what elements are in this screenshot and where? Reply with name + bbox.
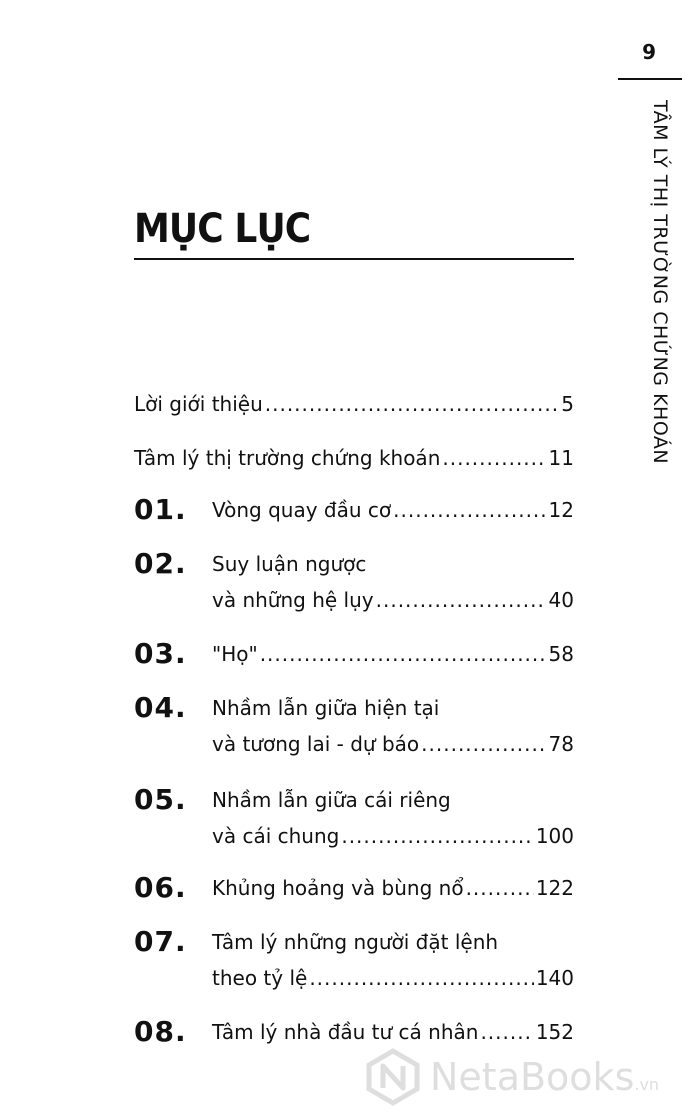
toc-page-number: 11: [548, 446, 574, 470]
toc-page-number: 5: [561, 392, 574, 416]
toc-entry-title: "Họ": [212, 642, 258, 666]
watermark-brand: NetaBooks: [430, 1055, 635, 1099]
toc-page-number: 140: [535, 966, 574, 990]
toc-entry-title: Suy luận ngược: [212, 552, 367, 576]
page-number: 9: [642, 40, 656, 64]
toc-leader-dots: [421, 726, 546, 762]
toc-entry-title-continued: và những hệ lụy: [212, 588, 374, 612]
toc-entry-title: Khủng hoảng và bùng nổ: [212, 876, 464, 900]
chapter-number: 07.: [134, 925, 187, 958]
toc-entry-title: Nhầm lẫn giữa cái riêng: [212, 788, 451, 812]
watermark: [364, 1048, 694, 1108]
toc-entry-title: Lời giới thiệu: [134, 392, 263, 416]
toc-leader-dots: [480, 1014, 533, 1050]
toc-page-number: 122: [535, 876, 574, 900]
running-title: TÂM LÝ THỊ TRƯỜNG CHỨNG KHOÁN: [649, 100, 671, 465]
toc-page-number: 12: [548, 498, 574, 522]
chapter-number: 02.: [134, 547, 187, 580]
toc-leader-dots: [341, 818, 533, 854]
toc-leader-dots: [442, 440, 546, 476]
toc-page-number: 40: [548, 588, 574, 612]
page-title: MỤC LỤC: [134, 206, 311, 252]
page-number-rule: [618, 78, 682, 80]
toc-leader-dots: [376, 582, 547, 618]
watermark-suffix: .vn: [634, 1075, 660, 1094]
netabooks-logo-icon: [364, 1048, 422, 1106]
toc-page-number: 78: [548, 732, 574, 756]
toc-entry-title-continued: theo tỷ lệ: [212, 966, 308, 990]
chapter-number: 06.: [134, 871, 187, 904]
toc-entry-title: Tâm lý thị trường chứng khoán: [134, 446, 441, 470]
toc-leader-dots: [309, 960, 534, 996]
chapter-number: 08.: [134, 1015, 187, 1048]
chapter-number: 04.: [134, 691, 187, 724]
title-rule: [134, 258, 574, 260]
toc-page-number: 152: [535, 1020, 574, 1044]
toc-entry-title: Tâm lý những người đặt lệnh: [212, 930, 499, 954]
toc-entry-title: Nhầm lẫn giữa hiện tại: [212, 696, 440, 720]
chapter-number: 03.: [134, 637, 187, 670]
toc-leader-dots: [260, 636, 547, 672]
toc-entry-title: Tâm lý nhà đầu tư cá nhân: [212, 1020, 479, 1044]
watermark-text: [430, 1052, 659, 1110]
toc-leader-dots: [265, 386, 560, 422]
chapter-number: 05.: [134, 783, 187, 816]
chapter-number: 01.: [134, 493, 187, 526]
toc-leader-dots: [466, 870, 534, 906]
toc-leader-dots: [393, 492, 546, 528]
toc-entry-title-continued: và tương lai - dự báo: [212, 732, 420, 756]
toc-page-number: 58: [548, 642, 574, 666]
toc-entry-title: Vòng quay đầu cơ: [212, 498, 392, 522]
toc-page-number: 100: [535, 824, 574, 848]
toc-entry-title-continued: và cái chung: [212, 824, 340, 848]
